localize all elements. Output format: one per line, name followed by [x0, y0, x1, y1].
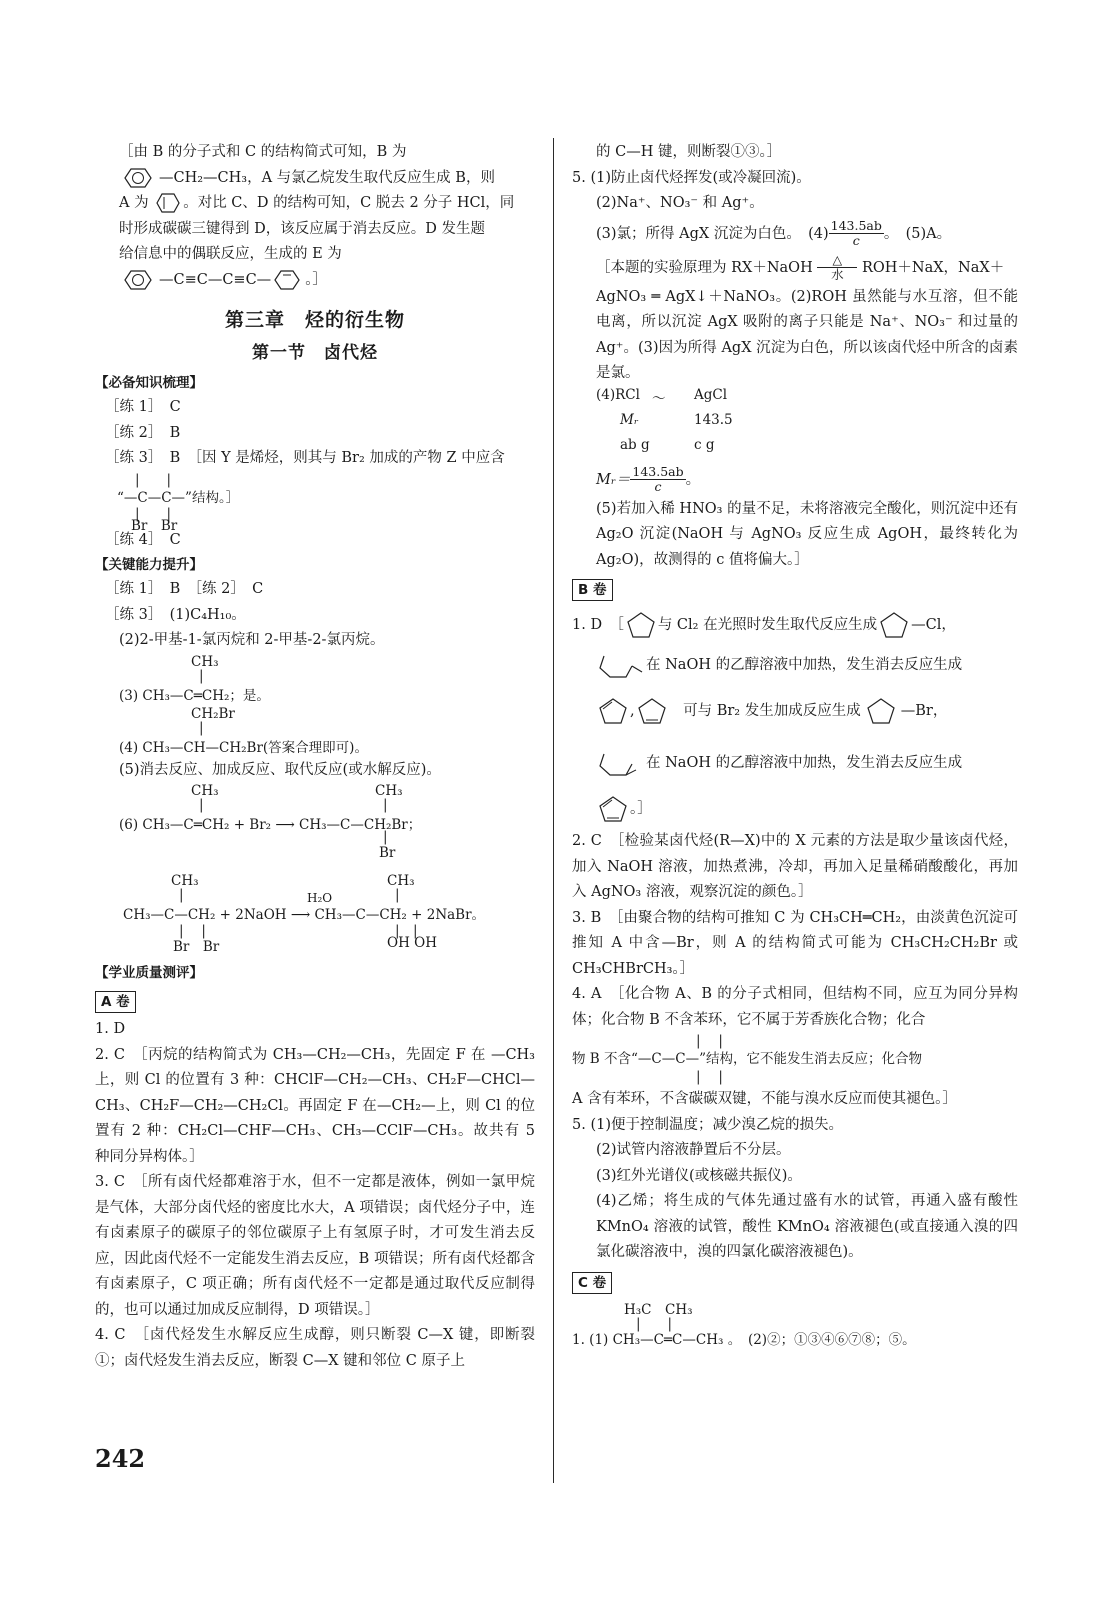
benzene-ring-icon: [153, 191, 183, 215]
exercise-1: ［练 1］ C: [105, 399, 181, 415]
calc-agcl: AgCl: [694, 386, 728, 403]
cyclopentene-icon: [635, 696, 669, 726]
cyclopentane-icon: [877, 610, 911, 640]
exercise-3-br: Br Br: [131, 517, 178, 534]
bond-line: |: [383, 797, 388, 813]
cyclopentene-icon: [596, 696, 630, 726]
bond-lines: | |: [179, 923, 206, 939]
calc-cg: c g: [694, 436, 715, 453]
b1-br: —Br，: [900, 703, 948, 719]
intro-line-2-text: —CH₂—CH₃，A 与氯乙烷发生取代反应生成 B，则: [159, 169, 495, 186]
fraction-denominator: c: [852, 233, 860, 248]
cyclopentane-icon: [624, 610, 658, 640]
column-divider: [553, 138, 554, 1483]
oh-labels: OH OH: [387, 935, 437, 951]
key-3-4-structure: [95, 706, 535, 758]
b1-text-1: 与 Cl₂ 在光照时发生取代反应生成: [657, 617, 878, 633]
benzene-ring-icon: [271, 268, 305, 292]
intro-line-3-text: 。对比 C、D 的结构可知，C 脱去 2 分子 HCl，同: [183, 195, 515, 211]
paper-c-label: C 卷: [572, 1272, 612, 1294]
paper-a-label: A 卷: [95, 991, 136, 1013]
br-label: Br: [379, 845, 396, 861]
b-question-3: 3. B ［由聚合物的结构可推知 C 为 CH₃CH═CH₂，由淡黄色沉淀可推知 A 中含—Br，则 A 的结构简式可能为 CH₃CH₂CH₂Br 或 CH₃CHBrCH₃。］: [572, 909, 1018, 977]
intro-a-label: A 为: [119, 195, 149, 211]
b-question-5-3: (3)红外光谱仪(或核磁共振仪)。: [596, 1167, 802, 1184]
a5-4-result: [572, 463, 1018, 497]
bond-lines: | |: [696, 1069, 723, 1085]
intro-line-4: 时形成碳碳三键得到 D，该反应属于消去反应。D 发生题: [119, 220, 485, 237]
b-question-2: 2. C ［检验某卤代烃(R—X)中的 X 元素的方法是取少量该卤代烃，加入 NaOH 溶液，加热煮沸，冷却，再加入足量稀硝酸酸化，再加入 AgNO₃ 溶液，观察沉淀的颜色。］: [572, 833, 1018, 900]
a-question-4-continued: 的 C—H 键，则断裂①③。］: [596, 144, 782, 160]
calc-mr: Mᵣ: [620, 411, 639, 428]
bond-line: |: [179, 887, 184, 903]
page-number: 242: [95, 1444, 146, 1473]
benzene-ring-icon: [119, 166, 159, 190]
intro-line-1: ［由 B 的分子式和 C 的结构简式可知，B 为: [119, 144, 407, 160]
fraction-numerator: 143.5ab: [830, 218, 882, 233]
br-labels: Br Br: [173, 939, 220, 955]
key-exercise-3: ［练 3］ (1)C₄H₁₀。: [105, 606, 246, 623]
mr-label: Mᵣ＝: [596, 471, 631, 488]
b4-text: 物 B 不含“—C—C—”结构，它不能发生消去反应；化合物: [572, 1051, 922, 1067]
a5-3-text: (3)氯；所得 AgX 沉淀为白色。 (4): [596, 225, 829, 242]
chloro-cyclopentane-icon: [596, 650, 646, 680]
dibromo-chain-icon: [596, 746, 646, 780]
arrow-bottom: 水: [831, 267, 844, 282]
a-question-1: 1. D: [95, 1021, 126, 1037]
a-question-4: 4. C ［卤代烃发生水解反应生成醇，则只断裂 C—X 键，即断裂①；卤代烃发生消去反应，断裂 C—X 键和邻位 C 原子上: [95, 1327, 535, 1369]
bond-line: |: [383, 829, 388, 845]
intro-end: 。］: [305, 271, 327, 288]
intro-line-6: [95, 268, 535, 294]
a-question-3: 3. C ［所有卤代烃都难溶于水，但不一定都是液体，例如一氯甲烷是气体，大部分卤代烃的密度比水大，A 项错误；卤代烃分子中，连有卤素原子的碳原子的邻位碳原子上有氢原子时，才可发生消去反应，因此卤代烃不一定能发生消去反应，B 项错误；所有卤代烃都含有卤素原子，C 项正确；所有卤代烃不一定都是通过取代反应制得的，也可以通过加成反应制得，D 项错误。］: [95, 1174, 535, 1318]
key-3-3-structure: [95, 654, 535, 706]
exercise-2: ［练 2］ B: [105, 424, 181, 441]
b-question-4-a: 4. A ［化合物 A、B 的分子式相同，但结构不同，应互为同分异构体；化合物 B 不含苯环，它不属于芳香族化合物；化合: [572, 986, 1018, 1028]
chapter-title: 第三章 烃的衍生物: [224, 309, 405, 331]
b4-structure: [572, 1033, 1018, 1087]
section-quality-test: 【学业质量测评】: [95, 965, 203, 981]
key-3-3-text: (3) CH₃—C═CH₂；是。: [119, 687, 270, 704]
bond-lines: | |: [696, 1033, 723, 1049]
b1-cl: —Cl，: [911, 617, 956, 633]
left-column: [95, 140, 535, 1374]
a5-4-calculation: [596, 387, 1018, 463]
fraction-numerator: 143.5ab: [632, 464, 684, 479]
a-question-5-explanation-2: AgNO₃ ═ AgX↓＋NaNO₃。(2)ROH 虽然能与水互溶，但不能电离，所以沉淀 AgX 吸附的离子只能是 Na⁺、NO₃⁻ 和过量的 Ag⁺。(3)因为所得 AgX 沉淀为白色，所以该卤代烃中所含的卤素是氯。: [596, 288, 1018, 381]
calc-abg: ab g: [620, 436, 650, 453]
bond-line: |: [395, 887, 400, 903]
dibromo-cyclopentane-icon: [861, 694, 901, 728]
b-question-1-line-2: [572, 645, 1018, 685]
reaction-arrow: [817, 253, 857, 282]
fraction: [829, 219, 884, 248]
c1-top-groups: H₃C CH₃: [624, 1301, 693, 1318]
c1-text: 1. (1) CH₃—C═C—CH₃ 。 (2)②；①③④⑥⑦⑧；⑤。: [572, 1331, 916, 1348]
bond-line: |: [199, 719, 204, 736]
intro-line-2: [95, 166, 535, 192]
cyclopentadiene-icon: [596, 794, 630, 824]
a-question-2: 2. C ［丙烷的结构简式为 CH₃—CH₂—CH₃，先固定 F 在 —CH₃ 上，则 Cl 的位置有 3 种：CHClF—CH₂—CH₃、CH₂F—CHCl—CH₃、CH₂F—CH₂—CH₂Cl。再固定 F 在—CH₂—上，则 Cl 的位置有 2 种：CH₂Cl—CHF—CH₃、CH₃—CClF—CH₃。故共有 5 种同分异构体。］: [95, 1046, 535, 1165]
paper-b-label: B 卷: [572, 579, 613, 601]
key-exercise-3-5: (5)消去反应、加成反应、取代反应(或水解反应)。: [119, 761, 441, 778]
b1-text-4: 在 NaOH 的乙醇溶液中加热，发生消去反应生成: [646, 755, 963, 771]
b-question-5-1: 5. (1)便于控制温度；减少溴乙烷的损失。: [572, 1116, 843, 1133]
right-column: [572, 140, 1018, 1350]
key-exercise-3-2: (2)2-甲基-1-氯丙烷和 2-甲基-2-氯丙烷。: [119, 632, 385, 648]
b-question-4-c: A 含有苯环，不含碳碳双键，不能与溴水反应而使其褪色。］: [572, 1091, 957, 1107]
a5-3-end: 。 (5)A。: [883, 225, 952, 242]
b-question-1-line-1: [572, 605, 1018, 645]
calc-tilde: ～: [652, 390, 666, 407]
ch3-label: CH₃: [171, 873, 199, 889]
intro-line-3: [95, 191, 535, 217]
c1-structure: [572, 1298, 1018, 1350]
bond-lines: | |: [395, 923, 418, 939]
fraction-denominator: c: [654, 479, 662, 494]
a-question-5-2: (2)Na⁺、NO₃⁻ 和 Ag⁺。: [596, 195, 764, 211]
a-question-5-5: (5)若加入稀 HNO₃ 的量不足，未将溶液完全酸化，则沉淀中还有 Ag₂O 沉淀(NaOH 与 AgNO₃ 反应生成 AgOH，最终转化为 Ag₂O)，故测得的 c 值将偏大。］: [596, 500, 1018, 568]
b-question-1-line-3: , 可与 Br₂ 发生加成反应生成 —Br，: [572, 685, 1018, 737]
bond-line: |: [199, 797, 204, 813]
ch2br-label: CH₂Br: [191, 705, 235, 722]
key-3-6-text: (6) CH₃—C═CH₂ + Br₂ ⟶ CH₃—C—CH₂Br；: [119, 817, 422, 833]
b-question-5-4: (4)乙烯；将生成的气体先通过盛有水的试管，再通入盛有酸性 KMnO₄ 溶液的试管，酸性 KMnO₄ 溶液褪色(或直接通入溴的四氯化碳溶液中，溴的四氯化碳溶液褪色)。: [596, 1193, 1018, 1260]
a-question-5-explanation-1: [572, 251, 1018, 285]
a-question-5-1: 5. (1)防止卤代烃挥发(或冷凝回流)。: [572, 169, 811, 186]
b-question-1-line-4: [572, 737, 1018, 789]
b1-text-2: 在 NaOH 的乙醇溶液中加热，发生消去反应生成: [646, 657, 963, 673]
key-exercise-1-2: ［练 1］ B ［练 2］ C: [105, 581, 264, 597]
bond-line: |: [199, 667, 204, 684]
key-3-4-text: (4) CH₃—CH—CH₂Br(答案合理即可)。: [119, 739, 368, 756]
a-question-5-3: [572, 217, 1018, 251]
b1-prefix: 1. D ［: [572, 617, 624, 633]
calc-1435: 143.5: [694, 411, 733, 428]
section-title: 第一节 卤代烃: [252, 343, 378, 363]
bond-lines: | |: [135, 471, 172, 488]
b-question-1-line-5: [572, 789, 1018, 829]
exercise-3: ［练 3］ B ［因 Y 是烯烃，则其与 Br₂ 加成的产物 Z 中应含: [105, 450, 505, 466]
b1-end: 。］: [630, 801, 652, 817]
key-3-7-text: CH₃—C—CH₂ + 2NaOH ⟶ CH₃—C—CH₂ + 2NaBr。: [123, 907, 486, 923]
reaction-right: ROH＋NaX，NaX＋: [861, 259, 1005, 276]
ch3-label: CH₃: [191, 783, 219, 799]
e-structure-text: —C≡C—C≡C—: [159, 271, 272, 288]
ch3-label: CH₃: [387, 873, 415, 889]
fraction: [630, 465, 685, 494]
exercise-3-struct-text: “—C—C—”结构。］: [117, 489, 240, 506]
ch3-label: CH₃: [375, 783, 403, 799]
key-3-6-structure: [95, 783, 535, 865]
bond-lines: | |: [636, 1315, 673, 1332]
exercise-3-structure: [95, 471, 535, 534]
calc-rcl: (4)RCl: [596, 386, 640, 403]
section-key-ability: 【关键能力提升】: [95, 557, 203, 573]
b-question-5-2: (2)试管内溶液静置后不分层。: [596, 1142, 791, 1158]
benzene-ring-icon: [119, 268, 159, 292]
arrow-condition: H₂O: [307, 891, 333, 905]
reaction-left: ［本题的实验原理为 RX＋NaOH: [596, 259, 813, 276]
result-end: 。: [685, 471, 701, 488]
intro-line-5: 给信息中的偶联反应，生成的 E 为: [119, 246, 342, 262]
key-3-7-structure: [95, 873, 535, 961]
section-basic-knowledge: 【必备知识梳理】: [95, 375, 203, 391]
exercise-4: ［练 4］ C: [105, 531, 181, 548]
ch3-label: CH₃: [191, 653, 219, 670]
bond-lines: | |: [135, 505, 172, 522]
b1-text-3: 可与 Br₂ 发生加成反应生成: [683, 703, 861, 719]
arrow-top: △: [817, 253, 857, 268]
